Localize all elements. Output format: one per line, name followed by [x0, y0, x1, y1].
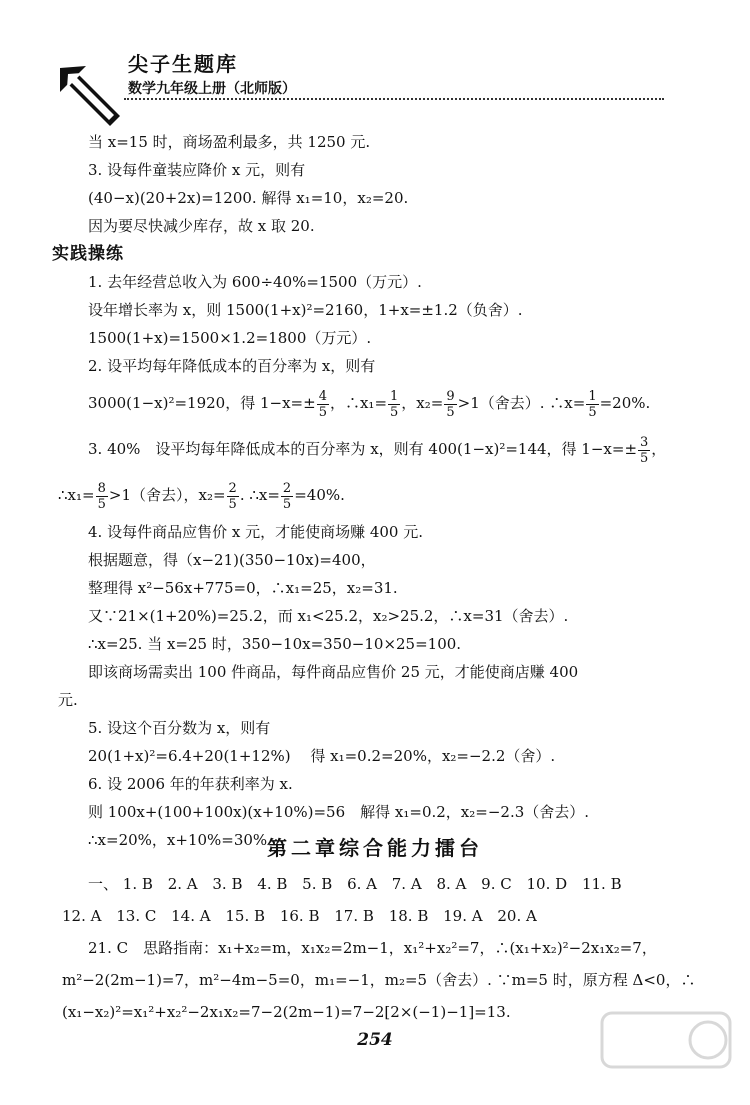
- text-segment: ，: [651, 440, 667, 458]
- fraction: [388, 389, 400, 420]
- series-title: 尖子生题库: [128, 52, 238, 76]
- text-line: 则 100x+(100+100x)(x+10%)=56 解得 x₁=0.2，x₂=−2.3（舍去）.: [88, 803, 590, 821]
- text-segment: 3. 40% 设平均每年降低成本的百分率为 x，则有 400(1−x)²=144，得 1−x=±: [88, 440, 638, 458]
- fraction-numerator: 4: [318, 388, 327, 404]
- fraction-numerator: 2: [228, 480, 237, 496]
- text-segment: ，∴x₁=: [329, 394, 388, 412]
- answer-item: 11. B: [581, 875, 622, 893]
- answer-item: 15. B: [225, 907, 266, 925]
- text-line: 整理得 x²−56x+775=0，∴x₁=25，x₂=31.: [88, 579, 398, 597]
- fraction-denominator: 5: [446, 404, 455, 420]
- answer-item: 20. A: [497, 907, 537, 925]
- page-number: 254: [357, 1030, 393, 1050]
- fraction-numerator: 3: [640, 434, 649, 450]
- fraction: [96, 481, 108, 512]
- answer-row: 21. C 思路指南：x₁+x₂=m，x₁x₂=2m−1，x₁²+x₂²=7，∴(x₁+x₂)²−2x₁x₂=7，: [88, 939, 657, 957]
- fraction-denominator: 5: [588, 404, 597, 420]
- answer-item: 8. A: [436, 875, 467, 893]
- text-line: 根据题意，得（x−21)(350−10x)=400，: [88, 551, 376, 569]
- page-header: [40, 42, 680, 132]
- text-line: 1. 去年经营总收入为 600÷40%=1500（万元）.: [88, 273, 422, 291]
- text-segment: >1（舍去）. ∴x=: [457, 394, 586, 412]
- answer-item: 17. B: [334, 907, 374, 925]
- text-line: 因为要尽快减少库存，故 x 取 20.: [88, 217, 315, 235]
- answer-item: 7. A: [391, 875, 422, 893]
- chapter-title: 第二章综合能力擂台: [267, 836, 483, 860]
- answer-item: 16. B: [279, 907, 320, 925]
- answer-item: 13. C: [116, 907, 157, 925]
- answer-key: [62, 868, 696, 1028]
- text-line: 设年增长率为 x，则 1500(1+x)²=2160，1+x=±1.2（负舍）.: [88, 301, 523, 319]
- text-line: 又∵21×(1+20%)=25.2，而 x₁<25.2，x₂>25.2，∴x=31（舍去）.: [88, 607, 569, 625]
- solution-content: [52, 128, 698, 854]
- text-line: 5. 设这个百分数为 x，则有: [88, 719, 271, 737]
- text-segment: ，x₂=: [401, 394, 444, 412]
- watermark-logo-icon: [596, 1007, 736, 1097]
- fraction-numerator: 2: [282, 480, 292, 496]
- fraction-denominator: 5: [282, 496, 292, 512]
- text-segment: 3000(1−x)²=1920，得 1−x=±: [88, 394, 316, 412]
- answer-item: 2. A: [167, 875, 198, 893]
- answer-row: m²−2(2m−1)=7，m²−4m−5=0，m₁=−1，m₂=5（舍去）. ∵m=5 时，原方程 Δ<0，∴: [62, 971, 696, 989]
- answer-item: 4. B: [257, 875, 288, 893]
- text-line: 元.: [58, 691, 78, 709]
- text-line: ∴x=20%，x+10%=30%: [88, 831, 268, 849]
- fraction: [638, 435, 650, 466]
- equation-line: [58, 472, 698, 518]
- text-line: 1500(1+x)=1500×1.2=1800（万元）.: [88, 329, 372, 347]
- text-line: ∴x=25. 当 x=25 时，350−10x=350−10×25=100.: [88, 635, 462, 653]
- text-line: 即该商场需卖出 100 件商品，每件商品应售价 25 元，才能使商店赚 400: [88, 663, 579, 681]
- answer-item: 12. A: [62, 907, 102, 925]
- answer-item: 9. C: [481, 875, 512, 893]
- fraction-denominator: 5: [390, 404, 399, 420]
- text-line: (40−x)(20+2x)=1200. 解得 x₁=10，x₂=20.: [88, 189, 409, 207]
- text-line: 20(1+x)²=6.4+20(1+12%) 得 x₁=0.2=20%，x₂=−2.2（舍）.: [88, 747, 556, 765]
- fraction: [227, 481, 239, 512]
- answer-item: 3. B: [212, 875, 243, 893]
- text-segment: =20%.: [599, 394, 651, 412]
- fraction-denominator: 5: [318, 404, 327, 420]
- fraction: [444, 389, 456, 420]
- header-dotted-rule: [124, 98, 664, 100]
- fraction-denominator: 5: [640, 450, 649, 466]
- answer-prefix: 一、: [88, 875, 119, 893]
- text-segment: ∴x₁=: [58, 486, 95, 504]
- fraction-numerator: 9: [446, 388, 455, 404]
- answer-row: [88, 868, 688, 900]
- text-line: 3. 设每件童装应降价 x 元，则有: [88, 161, 306, 179]
- text-segment: =40%.: [294, 486, 345, 504]
- section-heading: 实践操练: [52, 244, 124, 264]
- text-segment: . ∴x=: [239, 486, 280, 504]
- fraction-denominator: 5: [228, 496, 237, 512]
- fraction-numerator: 1: [588, 388, 597, 404]
- text-line: 2. 设平均每年降低成本的百分率为 x，则有: [88, 357, 376, 375]
- fraction-denominator: 5: [97, 496, 106, 512]
- text-line: 6. 设 2006 年的年获利率为 x.: [88, 775, 293, 793]
- text-segment: >1（舍去），x₂=: [108, 486, 226, 504]
- fraction-numerator: 1: [390, 388, 399, 404]
- answer-item: 19. A: [443, 907, 483, 925]
- book-title: 数学九年级上册（北师版）: [128, 81, 296, 97]
- text-line: 4. 设每件商品应售价 x 元，才能使商场赚 400 元.: [88, 523, 424, 541]
- equation-line: [58, 426, 698, 472]
- answer-item: 10. D: [526, 875, 568, 893]
- answer-row: [62, 900, 688, 932]
- answer-item: 6. A: [347, 875, 377, 893]
- answer-row: (x₁−x₂)²=x₁²+x₂²−2x₁x₂=7−2(2m−1)=7−2[2×(−1)−1]=13.: [62, 1003, 511, 1021]
- answer-item: 18. B: [388, 907, 429, 925]
- answer-item: 1. B: [122, 875, 153, 893]
- fraction: [317, 389, 329, 420]
- fraction-numerator: 8: [97, 480, 106, 496]
- equation-line: [58, 380, 698, 426]
- arrow-logo-icon: [56, 62, 126, 132]
- text-line: 当 x=15 时，商场盈利最多，共 1250 元.: [88, 133, 371, 151]
- answer-item: 14. A: [171, 907, 211, 925]
- answer-item: 5. B: [302, 875, 333, 893]
- fraction: [586, 389, 598, 420]
- fraction: [281, 481, 293, 512]
